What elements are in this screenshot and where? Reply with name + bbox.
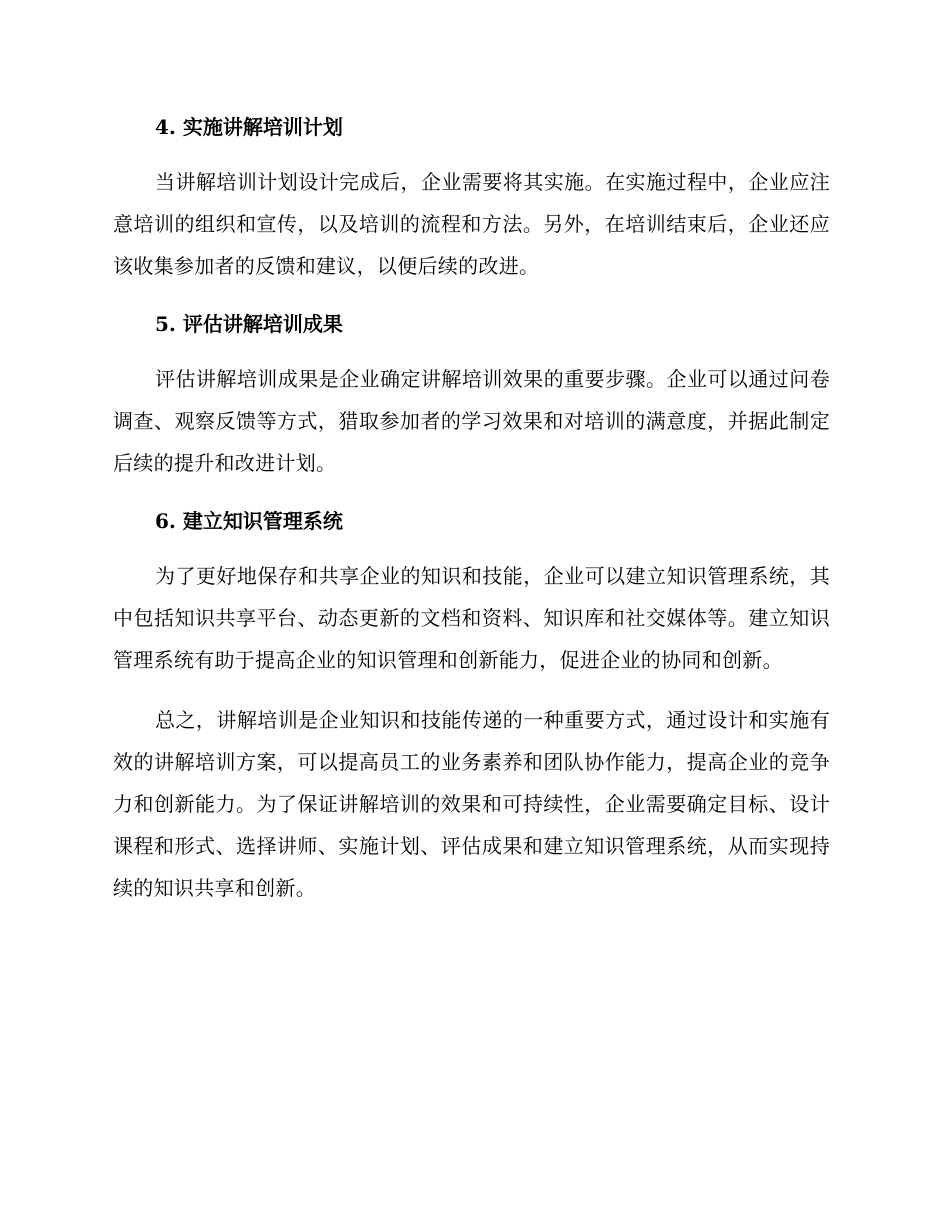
- section-paragraph-5: 评估讲解培训成果是企业确定讲解培训效果的重要步骤。企业可以通过问卷调查、观察反馈等方式，猎取参加者的学习效果和对培训的满意度，并据此制定后续的提升和改进计划。: [113, 367, 830, 475]
- conclusion-paragraph: 总之，讲解培训是企业知识和技能传递的一种重要方式，通过设计和实施有效的讲解培训方案，可以提高员工的业务素养和团队协作能力，提高企业的竞争力和创新能力。为了保证讲解培训的效果和可持续性，企业需要确定目标、设计课程和形式、选择讲师、实施计划、评估成果和建立知识管理系统，从而实现持续的知识共享和创新。: [113, 708, 830, 900]
- section-heading-5: 5. 评估讲解培训成果: [155, 312, 343, 336]
- section-heading-6: 6. 建立知识管理系统: [155, 509, 343, 533]
- section-paragraph-4: 当讲解培训计划设计完成后，企业需要将其实施。在实施过程中，企业应注意培训的组织和宣传，以及培训的流程和方法。另外，在培训结束后，企业还应该收集参加者的反馈和建议，以便后续的改进。: [113, 170, 830, 278]
- section-paragraph-6: 为了更好地保存和共享企业的知识和技能，企业可以建立知识管理系统，其中包括知识共享平台、动态更新的文档和资料、知识库和社交媒体等。建立知识管理系统有助于提高企业的知识管理和创新能力，促进企业的协同和创新。: [113, 564, 830, 672]
- section-heading-4: 4. 实施讲解培训计划: [155, 115, 343, 139]
